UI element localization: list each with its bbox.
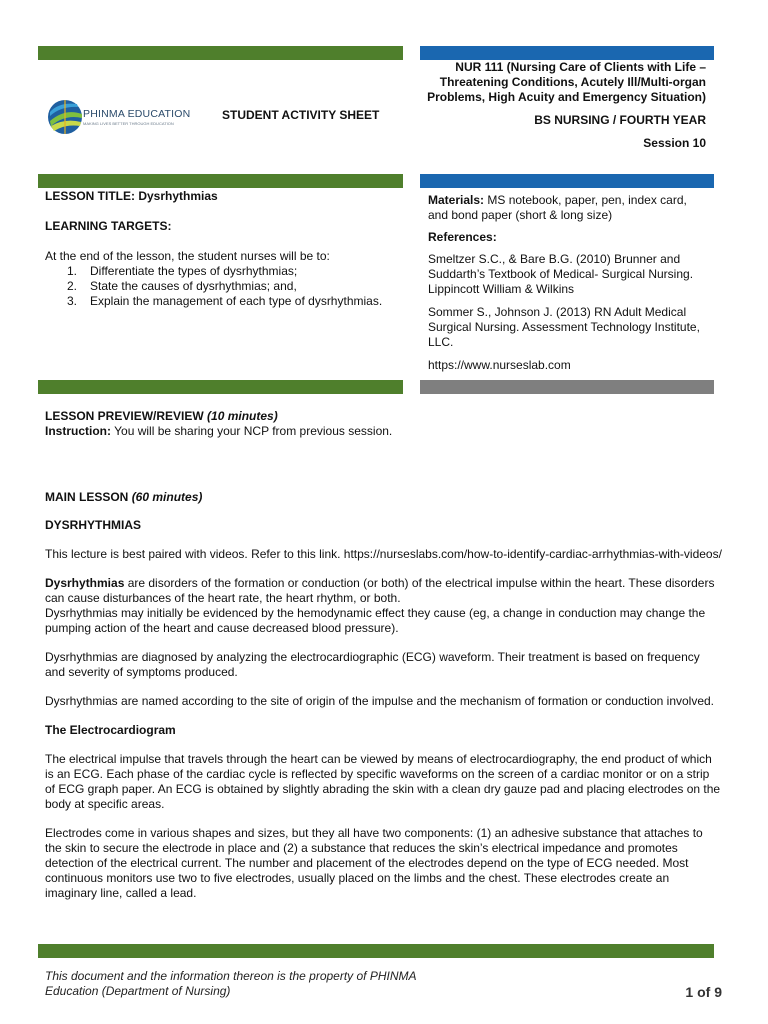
main-heading: MAIN LESSON (60 minutes) — [45, 490, 203, 504]
definition-paragraph: Dysrhythmias are disorders of the formation or conduction (or both) of the electrical impulse within the heart. These disorders can cause disturbances of the heart rate, the heart rhythm, or both. — [45, 576, 715, 605]
phinma-logo-icon — [47, 88, 83, 146]
preview-instruction: Instruction: You will be sharing your NCP from previous session. — [45, 424, 393, 438]
lesson-title: LESSON TITLE: Dysrhythmias — [45, 189, 218, 203]
learning-targets-label: LEARNING TARGETS: — [45, 219, 172, 233]
reference-item: Sommer S., Johnson J. (2013) RN Adult Medical Surgical Nursing. Assessment Technology Institute, LLC. — [428, 305, 700, 349]
targets-list — [45, 264, 397, 309]
header-bar-blue — [420, 46, 714, 60]
lesson-column — [45, 189, 397, 309]
reference-item: Smeltzer S.C., & Bare B.G. (2010) Brunner and Suddarth’s Textbook of Medical- Surgical Nursing. Lippincott William & Wilkins — [428, 252, 694, 296]
materials: Materials: MS notebook, paper, pen, index card, and bond paper (short & long size) — [428, 193, 687, 222]
intro-paragraph: This lecture is best paired with videos. Refer to this link. https://nurseslabs.com/how-to-identify-cardiac-arrhythmias-with-videos/ — [45, 547, 722, 561]
references-label: References: — [428, 230, 497, 244]
lesson-bar-green — [38, 174, 403, 188]
org-tagline: MAKING LIVES BETTER THROUGH EDUCATION — [83, 121, 174, 126]
section-bar-gray — [420, 380, 714, 394]
sheet-title: STUDENT ACTIVITY SHEET — [222, 108, 380, 122]
header-bar-green — [38, 46, 403, 60]
section-bar-green — [38, 380, 403, 394]
lesson-bar-blue — [420, 174, 714, 188]
targets-intro: At the end of the lesson, the student nurses will be to: — [45, 249, 330, 263]
list-item: 3. Explain the management of each type of dysrhythmias. — [67, 294, 383, 308]
reference-link[interactable]: https://www.nurseslab.com — [428, 358, 571, 372]
program-year: BS NURSING / FOURTH YEAR — [534, 113, 706, 127]
topic-heading: DYSRHYTHMIAS — [45, 518, 142, 532]
phinma-logo — [47, 88, 205, 146]
naming-paragraph: Dysrhythmias are named according to the site of origin of the impulse and the mechanism of formation or conduction involved. — [45, 694, 715, 708]
preview-heading: LESSON PREVIEW/REVIEW (10 minutes) — [45, 409, 278, 423]
course-header — [406, 60, 706, 151]
footer-bar-green — [38, 944, 714, 958]
ecg-paragraph-1: The electrical impulse that travels through the heart can be viewed by means of electrocardiography, the end product of which is an ECG. Each phase of the cardiac cycle is reflected by specific waveforms on the screen of a cardiac monitor or on a strip of ECG graph paper. An ECG is obtained by slightly abrading the skin with a clean dry gauze pad and placing electrodes on the body at specific areas. — [45, 752, 721, 811]
list-item: 2. State the causes of dysrhythmias; and, — [67, 279, 297, 293]
footer-notice: This document and the information thereon is the property of PHINMA Education (Department of Nursing) — [45, 969, 417, 998]
ecg-paragraph-2: Electrodes come in various shapes and sizes, but they all have two components: (1) an adhesive substance that attaches to the skin to secure the electrode in place and (2) a substance that reduces the skin’s electrical impedance and promotes detection of the electrical current. The number and placement of the electrodes depend on the type of ECG needed. Most continuous monitors use two to five electrodes, usually placed on the limbs and the chest. These electrodes create an imaginary line, called a lead. — [45, 826, 703, 900]
page-number: 1 of 9 — [685, 984, 722, 1000]
session-number: Session 10 — [643, 136, 706, 150]
ecg-heading: The Electrocardiogram — [45, 723, 176, 737]
course-title: NUR 111 (Nursing Care of Clients with Life – Threatening Conditions, Acutely Ill/Multi-organ Problems, High Acuity and Emergency Situation) — [427, 60, 706, 104]
materials-column — [428, 193, 704, 373]
main-lesson — [45, 490, 722, 901]
lesson-preview — [45, 409, 722, 439]
definition-paragraph-2: Dysrhythmias may initially be evidenced by the hemodynamic effect they cause (eg, a change in conduction may change the pumping action of the heart and cause decreased blood pressure). — [45, 606, 706, 635]
org-name: PHINMA EDUCATION — [83, 108, 191, 120]
diagnosis-paragraph: Dysrhythmias are diagnosed by analyzing the electrocardiographic (ECG) waveform. Their treatment is based on frequency and severity of symptoms produced. — [45, 650, 700, 679]
list-item: 1. Differentiate the types of dysrhythmias; — [67, 264, 298, 278]
